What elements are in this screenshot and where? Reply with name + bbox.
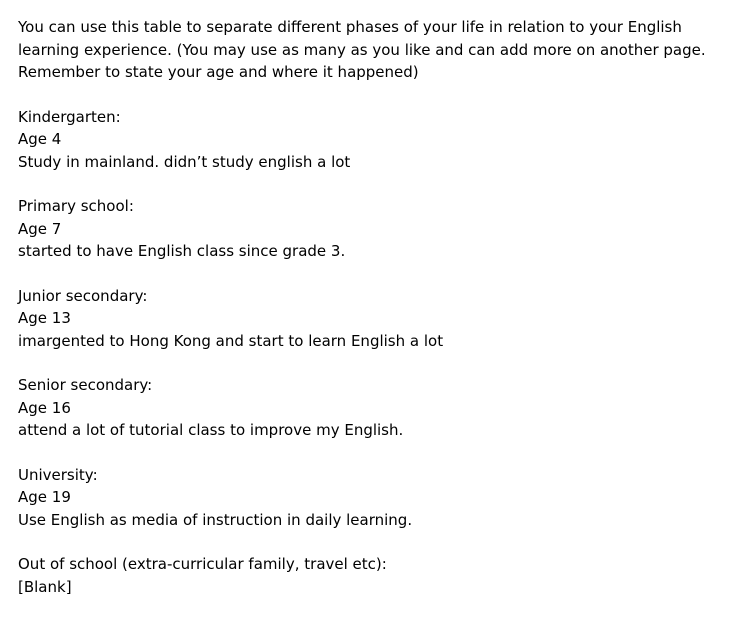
section-note: [Blank] (18, 577, 72, 596)
section-university (18, 464, 743, 532)
section-note: Use English as media of instruction in daily learning. (18, 510, 413, 529)
section-senior-secondary (18, 374, 743, 442)
section-junior-secondary (18, 285, 743, 353)
section-heading: Junior secondary: (18, 286, 148, 305)
section-heading: Primary school: (18, 197, 134, 215)
section-age: Age 13 (18, 309, 71, 327)
section-kindergarten (18, 106, 743, 174)
section-heading: University: (18, 465, 98, 484)
section-heading: Kindergarten: (18, 107, 121, 126)
section-age: Age 7 (18, 219, 62, 238)
section-note: imargented to Hong Kong and start to learn English a lot (18, 331, 444, 350)
document-body (18, 16, 743, 620)
section-note: attend a lot of tutorial class to improve my English. (18, 421, 404, 439)
section-age: Age 19 (18, 488, 71, 506)
section-heading: Out of school (extra-curricular family, travel etc): (18, 555, 387, 573)
section-out-of-school (18, 553, 743, 598)
section-primary-school (18, 195, 743, 263)
section-note: started to have English class since grade 3. (18, 242, 346, 260)
section-age: Age 16 (18, 398, 71, 417)
section-note: Study in mainland. didn’t study english a lot (18, 152, 351, 171)
section-age: Age 4 (18, 130, 62, 148)
section-heading: Senior secondary: (18, 376, 153, 394)
intro-paragraph: You can use this table to separate different phases of your life in relation to your English learning experience. (You may use as many as you like and can add more on another page. Remember to state your age and where it happened) (18, 18, 706, 81)
